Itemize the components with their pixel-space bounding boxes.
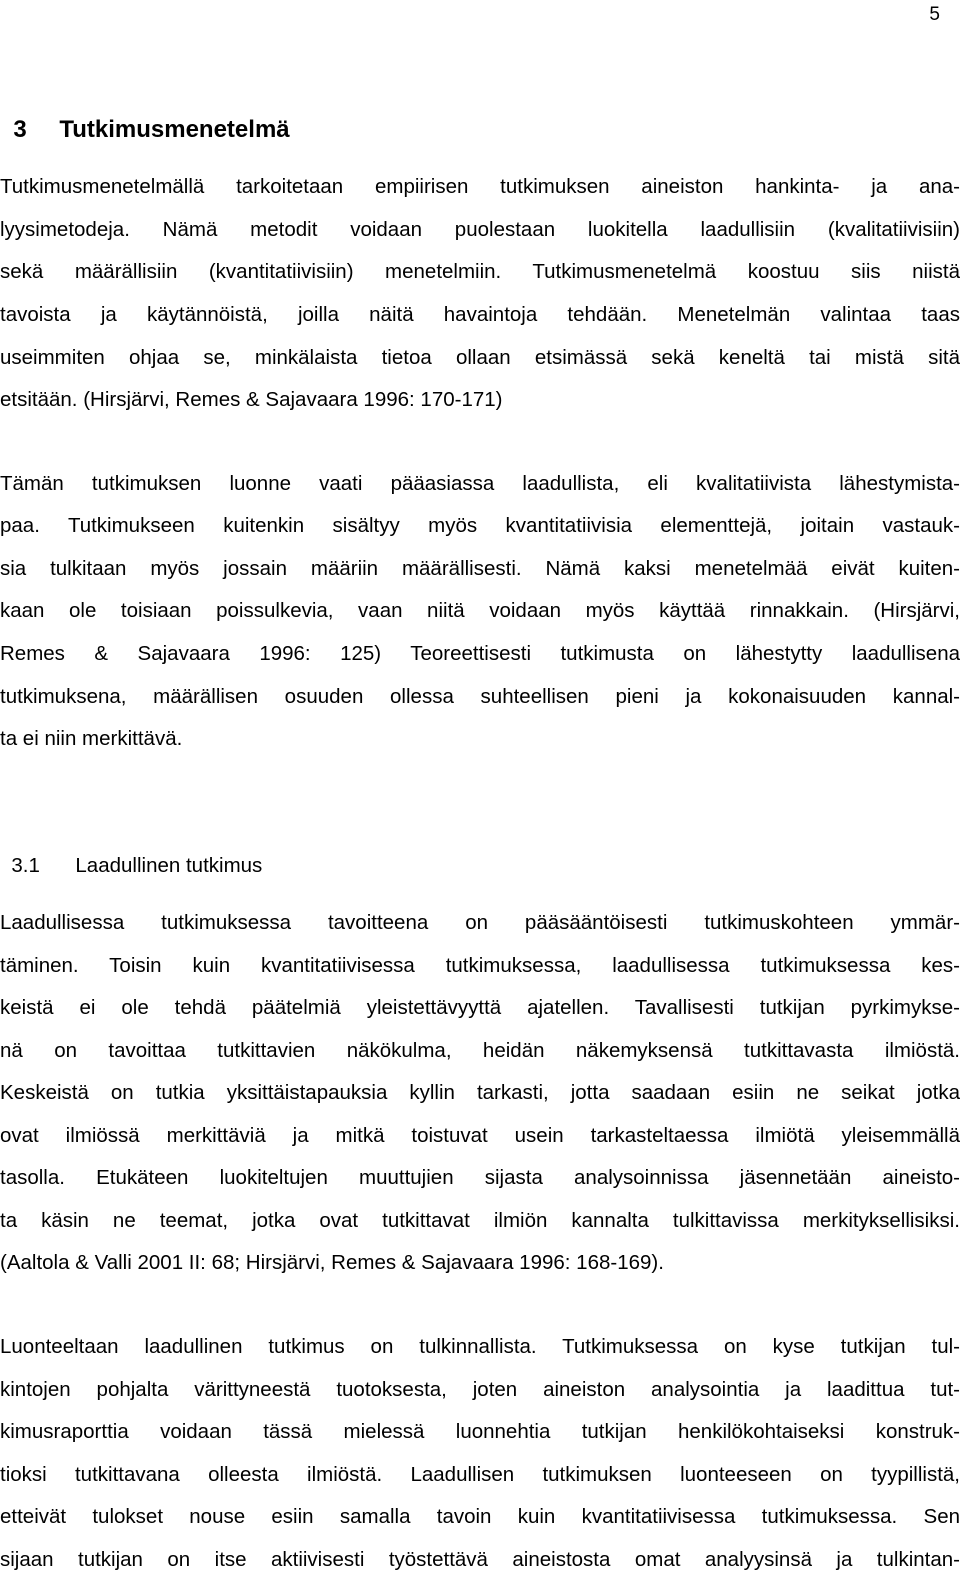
section-number: 3.1 [11,854,40,877]
paragraph-line: Laadullisessa tutkimuksessa tavoitteena on pääsääntöisesti tutkimuskohteen ymmär- [0,911,960,934]
chapter-number: 3 [13,116,27,143]
paragraph-line: etteivät tulokset nouse esiin samalla tavoin kuin kvantitatiivisessa tutkimuksessa. Sen [0,1505,960,1528]
paragraph-line: sekä määrällisiin (kvantitatiivisiin) menetelmiin. Tutkimusmenetelmä koostuu siis niistä [0,260,960,283]
paragraph-line: nä on tavoittaa tutkittavien näkökulma, heidän näkemyksensä tutkittavasta ilmiöstä. [0,1039,960,1062]
paragraph-line: kimusraporttia voidaan tässä mielessä luonnehtia tutkijan henkilökohtaiseksi konstruk- [0,1420,960,1443]
paragraph-line: lyysimetodeja. Nämä metodit voidaan puolestaan luokitella laadullisiin (kvalitatiivisiin) [0,218,960,241]
paragraph-line: ta ei niin merkittävä. [0,727,183,750]
paragraph-line: tioksi tutkittavana olleesta ilmiöstä. Laadullisen tutkimuksen luonteeseen on tyypillistä, [0,1463,960,1486]
paragraph-line: sia tulkitaan myös jossain määriin määrällisesti. Nämä kaksi menetelmää eivät kuiten- [0,557,960,580]
paragraph-line: Keskeistä on tutkia yksittäistapauksia kyllin tarkasti, jotta saadaan esiin ne seikat jotka [0,1081,960,1104]
paragraph-line: Remes & Sajavaara 1996: 125) Teoreettisesti tutkimusta on lähestytty laadullisena [0,642,960,665]
paragraph-line: sijaan tutkijan on itse aktiivisesti työstettävä aineistosta omat analyysinsä ja tulkintan- [0,1548,960,1571]
paragraph-line: täminen. Toisin kuin kvantitatiivisessa tutkimuksessa, laadullisessa tutkimuksessa kes- [0,954,960,977]
paragraph-line: paa. Tutkimukseen kuitenkin sisältyy myös kvantitatiivisia elementtejä, joitain vastauk- [0,514,960,537]
section-heading [0,830,262,878]
chapter-title: Tutkimusmenetelmä [59,116,290,143]
section-title: Laadullinen tutkimus [75,854,263,877]
paragraph-line: Tutkimusmenetelmällä tarkoitetaan empiirisen tutkimuksen aineiston hankinta- ja ana- [0,175,960,198]
paragraph-line: etsitään. (Hirsjärvi, Remes & Sajavaara 1996: 170-171) [0,388,503,411]
paragraph-line: ovat ilmiössä merkittäviä ja mitkä toistuvat usein tarkasteltaessa ilmiötä yleisemmällä [0,1124,960,1147]
chapter-heading [0,88,290,144]
page-number: 5 [929,4,940,25]
paragraph-line: tavoista ja käytännöistä, joilla näitä havaintoja tehdään. Menetelmän valintaa taas [0,303,960,326]
paragraph-line: useimmiten ohjaa se, minkälaista tietoa ollaan etsimässä sekä keneltä tai mistä sitä [0,346,960,369]
paragraph-line: tasolla. Etukäteen luokiteltujen muuttujien sijasta analysoinnissa jäsennetään aineisto- [0,1166,960,1189]
paragraph-line: Luonteeltaan laadullinen tutkimus on tulkinnallista. Tutkimuksessa on kyse tutkijan tul- [0,1335,960,1358]
paragraph-line: keistä ei ole tehdä päätelmiä yleistettävyyttä ajatellen. Tavallisesti tutkijan pyrkimykse- [0,996,960,1019]
paragraph-line: Tämän tutkimuksen luonne vaati pääasiassa laadullista, eli kvalitatiivista lähestymista- [0,472,960,495]
paragraph-line: kintojen pohjalta värittyneestä tuotoksesta, joten aineiston analysointia ja laadittua tut- [0,1378,960,1401]
paragraph-line: tutkimuksena, määrällisen osuuden ollessa suhteellisen pieni ja kokonaisuuden kannal- [0,685,960,708]
paragraph-line: kaan ole toisiaan poissulkevia, vaan niitä voidaan myös käyttää rinnakkain. (Hirsjärvi, [0,599,960,622]
paragraph-line: ta käsin ne teemat, jotka ovat tutkittavat ilmiön kannalta tulkittavissa merkityksellisiksi. [0,1209,960,1232]
paragraph-line: (Aaltola & Valli 2001 II: 68; Hirsjärvi, Remes & Sajavaara 1996: 168-169). [0,1251,664,1274]
